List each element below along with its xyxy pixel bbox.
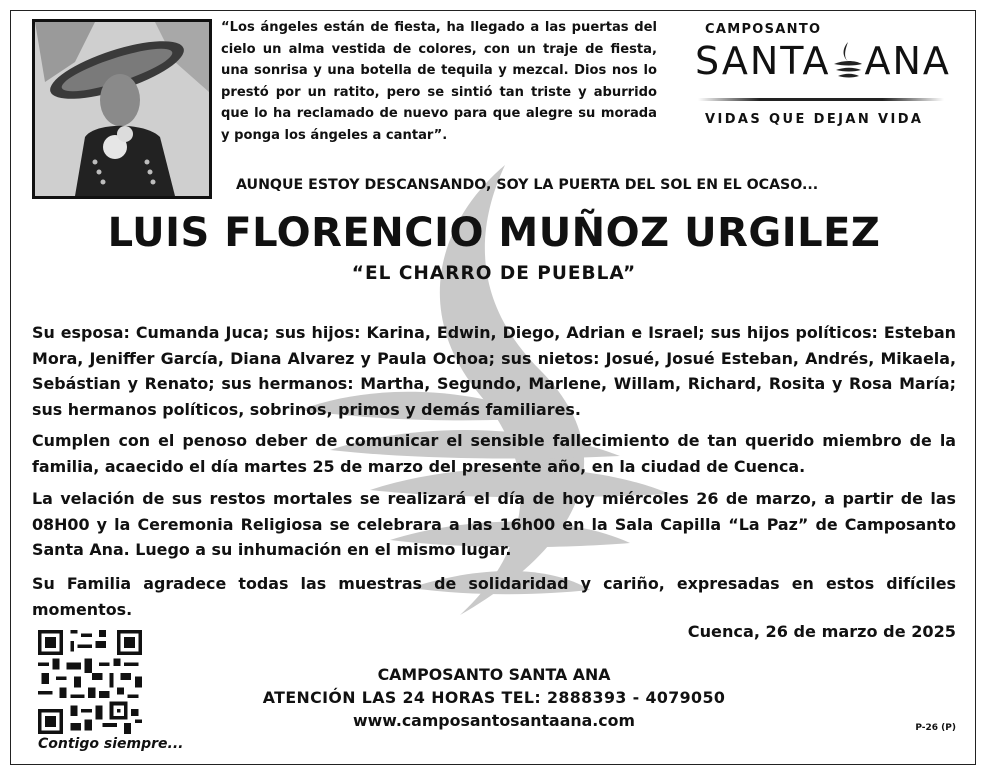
logo-main-left: SANTA (695, 39, 831, 83)
announcement-paragraph: Cumplen con el penoso deber de comunicar el sensible fallecimiento de tan querido miembro de la familia, acaecido el día martes 25 de marzo del presente año, en la ciudad de Cuenca. (32, 431, 956, 476)
flame-logo-icon (831, 39, 865, 83)
deceased-nickname: “EL CHARRO DE PUEBLA” (351, 263, 637, 284)
logo-small-text: CAMPOSANTO (705, 22, 822, 37)
ceremony-paragraph: La velación de sus restos mortales se realizará el día de hoy miércoles 26 de marzo, a partir de las 08H00 y la Ceremonia Religiosa se celebrara a las 16h00 en la Sala Capilla “La Paz” de Camposanto Santa Ana. Luego a su inhumación en el mismo lugar. (32, 489, 956, 559)
logo-tagline: VIDAS QUE DEJAN VIDA (705, 112, 924, 127)
logo-main-right: ANA (864, 39, 951, 83)
memorial-quote: “Los ángeles están de fiesta, ha llegado a las puertas del cielo un alma vestida de colores, con un traje de fiesta, una sonrisa y una botella de tequila y mezcal. Dios nos lo prestó por un ratito, pero se sintió tan triste y aburrido que lo ha reclamado de nuevo para que alegre su morada y ponga los ángeles a cantar”. (221, 20, 657, 143)
date-line: Cuenca, 26 de marzo de 2025 (687, 622, 956, 641)
deceased-name: LUIS FLORENCIO MUÑOZ URGILEZ (107, 210, 881, 256)
logo-main-text (695, 39, 951, 83)
footer-website-link[interactable]: www.camposantosantaana.com (353, 711, 635, 730)
camposanto-logo (692, 17, 954, 132)
charro-portrait-photo (32, 19, 212, 199)
qr-tagline: Contigo siempre... (38, 736, 184, 752)
thanks-paragraph: Su Familia agradece todas las muestras de solidaridad y cariño, expresadas en estos difíciles momentos. (32, 574, 956, 619)
footer-company: CAMPOSANTO SANTA ANA (377, 665, 611, 684)
footer-phone: ATENCIÓN LAS 24 HORAS TEL: 2888393 - 4079050 (262, 688, 726, 707)
ad-code: P-26 (P) (915, 723, 956, 733)
logo-divider (698, 98, 944, 101)
family-paragraph: Su esposa: Cumanda Juca; sus hijos: Karina, Edwin, Diego, Adrian e Israel; sus hijos políticos: Esteban Mora, Jeniffer García, Diana Alvarez y Paula Ochoa; sus nietos: Josué, Josué Esteban, Andrés, Mikaela, Sebástian y Renato; sus hermanos: Martha, Segundo, Marlene, Willam, Richard, Rosita y Rosa María; sus hermanos políticos, sobrinos, primos y demás familiares. (32, 323, 956, 419)
subtitle: AUNQUE ESTOY DESCANSANDO, SOY LA PUERTA DEL SOL EN EL OCASO... (236, 177, 819, 193)
